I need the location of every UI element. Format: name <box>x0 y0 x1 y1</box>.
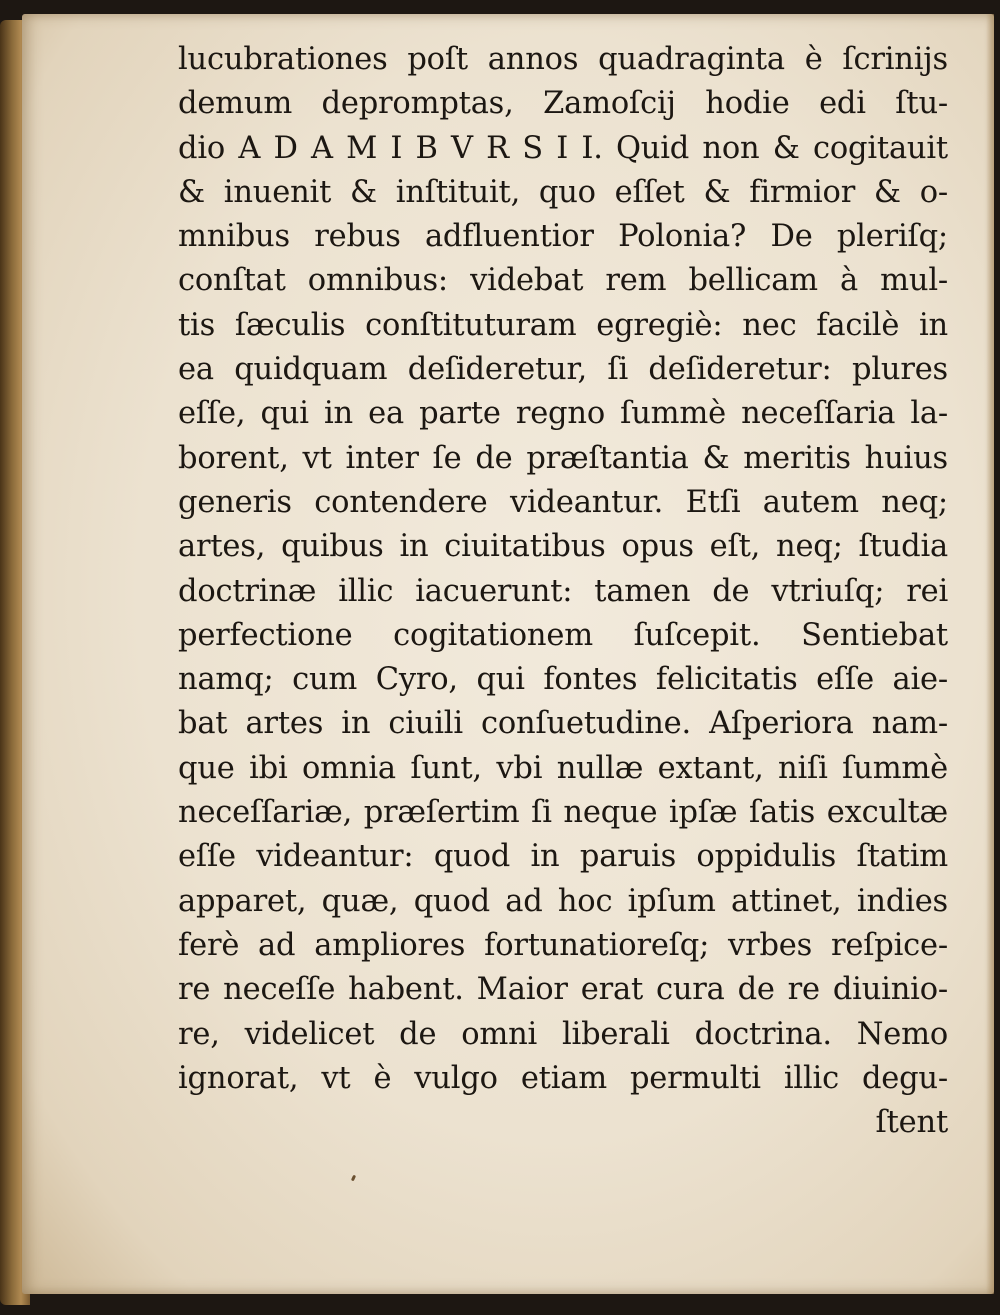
text-line: lucubrationes poſt annos quadraginta è ſcrinijs <box>178 42 948 77</box>
text-line: tis ſæculis conſtituturam egregiè: nec facilè in <box>178 307 948 343</box>
text-line: perfectione cogitationem ſuſcepit. Sentiebat <box>178 617 948 653</box>
text-line: neceſſariæ, præſertim ſi neque ipſæ ſatis excultæ <box>178 795 948 831</box>
text-line: namq; cum Cyro, qui fontes felicitatis eſſe aie- <box>178 662 948 698</box>
text-line: dio A D A M I B V R S I I. Quid non & cogitauit <box>178 130 948 166</box>
text-line: & inuenit & inſtituit, quo eſſet & firmior & o- <box>178 174 948 210</box>
text-line: ea quidquam deſideretur, ſi deſideretur: plures <box>178 352 948 388</box>
text-line: generis contendere videantur. Etſi autem neq; <box>178 484 948 520</box>
text-line: demum depromptas, Zamoſcij hodie edi ſtu- <box>178 86 948 122</box>
text-line: apparet, quæ, quod ad hoc ipſum attinet, indies <box>178 883 948 919</box>
text-line: conſtat omnibus: videbat rem bellicam à mul- <box>178 263 948 299</box>
catchword: ſtent <box>875 1105 948 1141</box>
text-line: re, videlicet de omni liberali doctrina. Nemo <box>178 1016 948 1052</box>
text-line: eſſe videantur: quod in paruis oppidulis ſtatim <box>178 839 948 875</box>
text-line: bat artes in ciuili conſuetudine. Aſperiora nam- <box>178 706 948 742</box>
text-line: eſſe, qui in ea parte regno ſummè neceſſaria la- <box>178 396 948 432</box>
body-text <box>178 38 948 1145</box>
text-line: mnibus rebus adfluentior Polonia? De pleriſq; <box>178 219 948 255</box>
text-line: ferè ad ampliores fortunatioreſq; vrbes reſpice- <box>178 927 948 963</box>
text-line: artes, quibus in ciuitatibus opus eſt, neq; ſtudia <box>178 529 948 565</box>
text-line: ignorat, vt è vulgo etiam permulti illic degu- <box>178 1060 948 1096</box>
text-line: que ibi omnia ſunt, vbi nullæ extant, niſi ſummè <box>178 750 948 786</box>
text-line: re neceſſe habent. Maior erat cura de re diuinio- <box>178 972 948 1008</box>
text-line: borent, vt inter ſe de præſtantia & meritis huius <box>178 440 948 476</box>
text-line: doctrinæ illic iacuerunt: tamen de vtriuſq; rei <box>178 573 948 609</box>
page-edge <box>986 14 994 1294</box>
